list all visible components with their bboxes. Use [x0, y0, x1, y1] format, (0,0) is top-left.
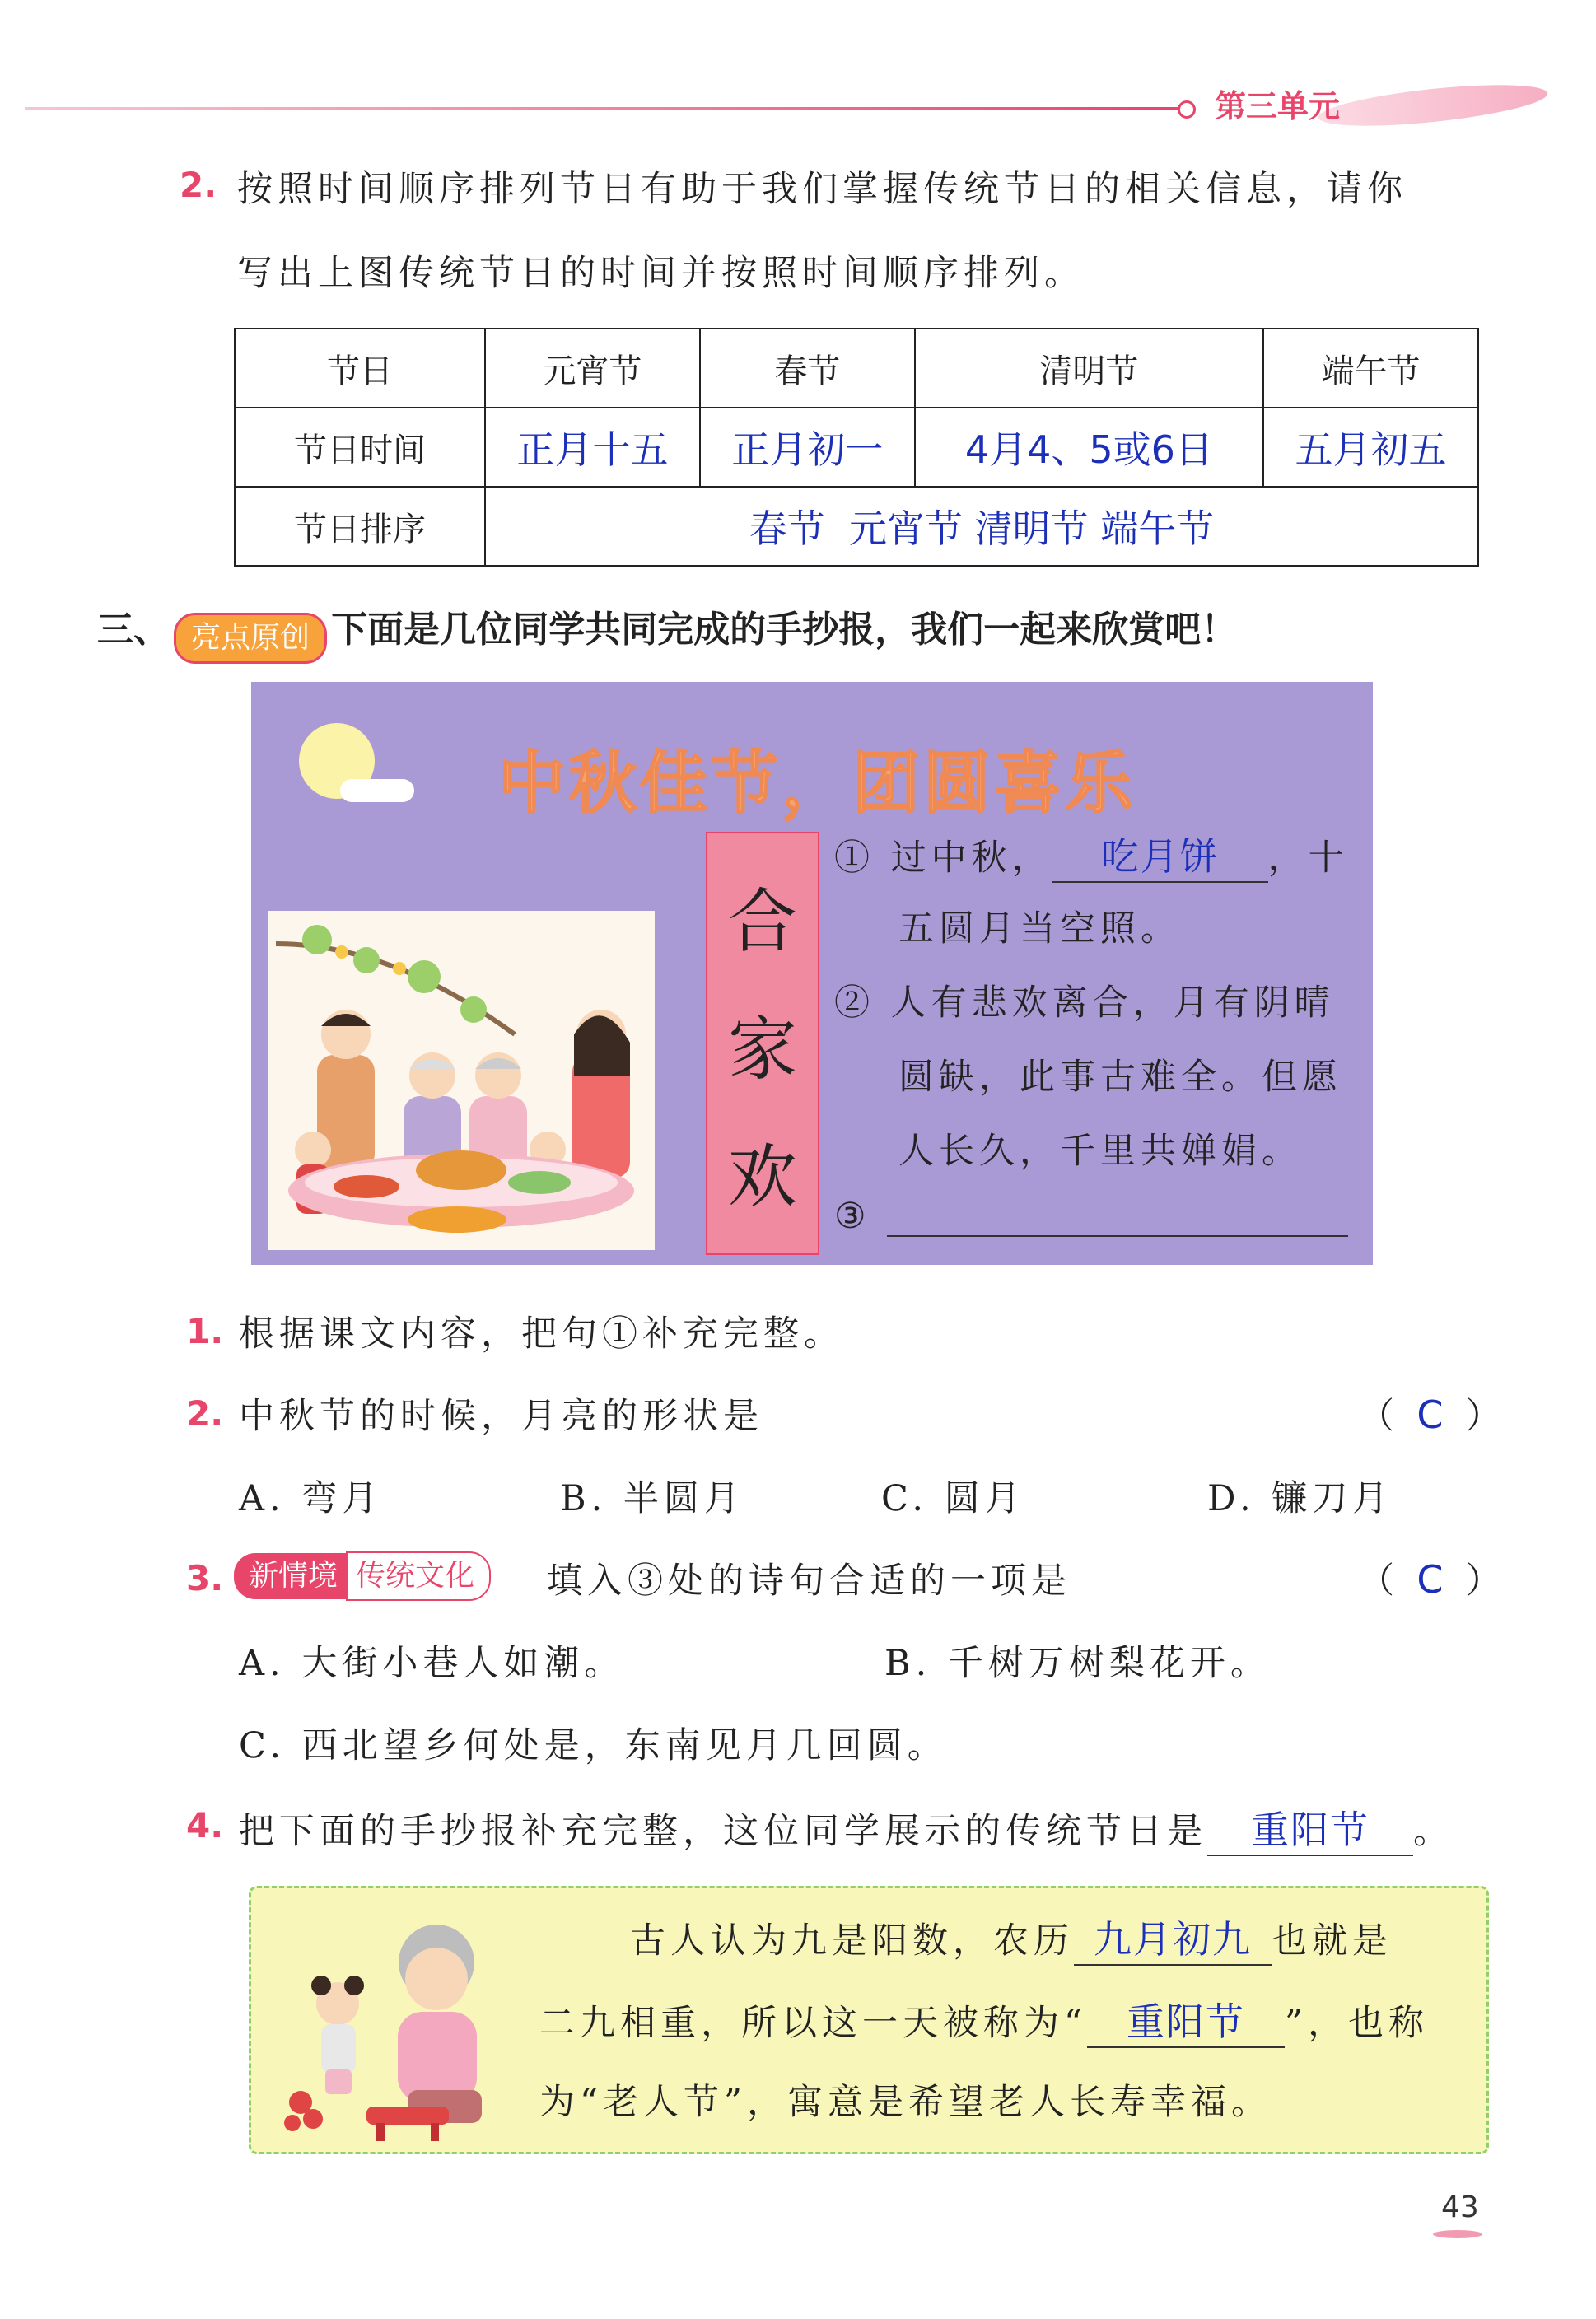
q2-answer: C [1416, 1393, 1444, 1437]
festival-cell: 清明节 [915, 329, 1263, 408]
section3-intro: 下面是几位同学共同完成的手抄报，我们一起来欣赏吧！ [331, 609, 1238, 651]
poem-3-line [834, 1196, 1348, 1237]
poem-2-line1 [834, 975, 1335, 1025]
grandma-child-illustration [284, 1905, 515, 2144]
order-answer: 春节 元宵节 清明节 端午节 [485, 487, 1478, 566]
date-answer: 正月初一 [700, 408, 915, 487]
q4-line [239, 1800, 1454, 1856]
cloud-icon [340, 779, 414, 802]
date-answer: 五月初五 [1263, 408, 1478, 487]
q3-option-c: C. 西北望乡何处是，东南见月几回圆。 [239, 1725, 948, 1766]
q2-answer-bracket: （ C ） [1359, 1393, 1501, 1437]
festival-cell: 元宵节 [485, 329, 700, 408]
chongyang-card [249, 1886, 1489, 2154]
section3-number: 三、 [97, 609, 170, 651]
q4-answer: 重阳节 [1207, 1800, 1413, 1856]
row-label: 节日时间 [235, 408, 485, 487]
date-answer: 4月4、5或6日 [915, 408, 1263, 487]
poem-3-blank[interactable] [887, 1199, 1348, 1237]
card-answer-festival: 重阳节 [1087, 1992, 1285, 2048]
q2-text: 中秋节的时候，月亮的形状是 [239, 1396, 763, 1437]
q3-badge-tradition: 传统文化 [346, 1551, 491, 1601]
family-dinner-illustration [268, 911, 655, 1250]
section3-header [97, 600, 1237, 664]
row-label: 节日 [235, 329, 485, 408]
q3-number: 3. [186, 1558, 224, 1598]
q3-answer: C [1416, 1557, 1444, 1602]
table-row [235, 329, 1478, 408]
poster [251, 682, 1373, 1265]
card-line1-text-b: 也就是 [1272, 1920, 1393, 1962]
table-row [235, 487, 1478, 566]
poem-2-line2: 圆缺，此事古难全。但愿 [898, 1057, 1342, 1098]
banner-char: 欢 [727, 1136, 797, 1217]
table-row [235, 408, 1478, 487]
banner-char: 家 [727, 1009, 797, 1090]
q1-number: 1. [186, 1311, 224, 1351]
festival-cell: 春节 [700, 329, 915, 408]
poem-2-number: ② [834, 982, 875, 1024]
q2-option-a: A. 弯月 [239, 1478, 383, 1519]
q3-badge-new-context: 新情境 [234, 1553, 346, 1599]
q2-top-number: 2. [180, 165, 217, 205]
q2-top-line2: 写出上图传统节日的时间并按照时间顺序排列。 [237, 253, 1085, 294]
poem-1-text-a: 过中秋， [890, 838, 1052, 879]
q2-option-b: B. 半圆月 [560, 1478, 744, 1519]
poem-1-text-b: ，十 [1267, 838, 1349, 879]
page-number-swoosh [1433, 2230, 1482, 2238]
q3-badges [234, 1551, 491, 1601]
poster-title: 中秋佳节，团圆喜乐 [498, 744, 1136, 823]
unit-title: 第三单元 [1215, 88, 1341, 124]
poem-2-line3: 人长久，千里共婵娟。 [898, 1131, 1302, 1172]
poem-2-text: 人有悲欢离合，月有阴晴 [890, 982, 1335, 1024]
q2-option-c: C. 圆月 [881, 1478, 1025, 1519]
banner-char: 合 [727, 881, 797, 962]
q3-option-b: B. 千树万树梨花开。 [884, 1643, 1271, 1684]
vertical-banner [706, 832, 819, 1255]
family-dinner-picture [268, 911, 655, 1250]
header-line [25, 107, 1178, 110]
header-dot [1178, 100, 1196, 119]
header-swoosh [1317, 77, 1550, 133]
poem-1-answer: 吃月饼 [1052, 827, 1268, 883]
q4-end: 。 [1413, 1811, 1454, 1852]
q2-number: 2. [186, 1393, 224, 1434]
q4-text: 把下面的手抄报补充完整，这位同学展示的传统节日是 [239, 1811, 1207, 1852]
section3-badge: 亮点原创 [174, 613, 327, 664]
card-line1-text-a: 古人认为九是阳数，农历 [630, 1920, 1074, 1962]
festival-table [234, 328, 1479, 567]
poem-1-number: ① [834, 838, 875, 879]
q3-text: 填入③处的诗句合适的一项是 [547, 1561, 1071, 1602]
card-line2 [539, 1992, 1429, 2048]
q4-number: 4. [186, 1805, 224, 1845]
poem-3-number: ③ [834, 1196, 871, 1237]
poem-1-line1 [834, 827, 1349, 883]
row-label: 节日排序 [235, 487, 485, 566]
q1-text: 根据课文内容，把句①补充完整。 [239, 1313, 844, 1355]
card-line3: 为“老人节”，寓意是希望老人长寿幸福。 [539, 2082, 1272, 2123]
q2-option-d: D. 镰刀月 [1207, 1478, 1393, 1519]
date-answer: 正月十五 [485, 408, 700, 487]
card-line1 [630, 1910, 1393, 1966]
q3-answer-bracket: （ C ） [1359, 1557, 1501, 1602]
card-line2-text-b: ”，也称 [1284, 2003, 1429, 2044]
page-number: 43 [1441, 2191, 1479, 2224]
card-answer-date: 九月初九 [1074, 1910, 1272, 1966]
q3-option-a: A. 大街小巷人如潮。 [239, 1643, 625, 1684]
festival-cell: 端午节 [1263, 329, 1478, 408]
card-line2-text-a: 二九相重，所以这一天被称为“ [539, 2003, 1087, 2044]
poem-1-line2: 五圆月当空照。 [898, 908, 1181, 950]
q2-top-line1: 按照时间顺序排列节日有助于我们掌握传统节日的相关信息，请你 [237, 169, 1407, 210]
